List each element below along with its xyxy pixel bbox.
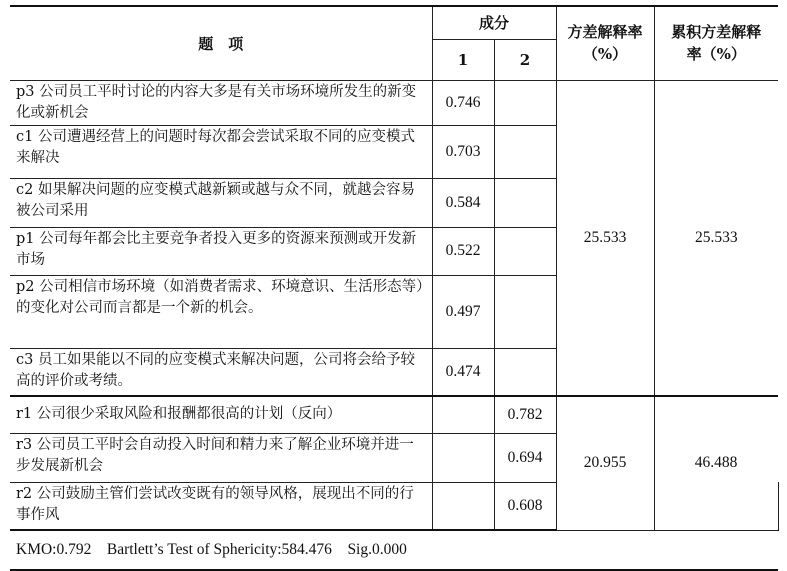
group1-variance: 25.533 bbox=[556, 80, 654, 396]
item-text: c2 如果解决问题的应变模式越新颖或越与众不同，就越会容易被公司采用 bbox=[10, 178, 432, 227]
item-text: p3 公司员工平时讨论的内容大多是有关市场环境所发生的新变化或新机会 bbox=[10, 80, 432, 125]
header-component-1: 1 bbox=[432, 39, 494, 80]
loading-1 bbox=[432, 482, 494, 530]
loading-1: 0.584 bbox=[432, 178, 494, 227]
item-text: r2 公司鼓励主管们尝试改变既有的领导风格，展现出不同的行事作风 bbox=[10, 482, 432, 530]
loading-2 bbox=[494, 275, 556, 348]
header-variance: 方差解释率（%） bbox=[556, 6, 654, 80]
factor-analysis-table-page bbox=[10, 5, 778, 571]
group2-variance: 20.955 bbox=[556, 396, 654, 530]
group1-cumulative: 25.533 bbox=[654, 80, 778, 396]
loading-2 bbox=[494, 125, 556, 178]
sig-value: Sig.0.000 bbox=[347, 541, 407, 558]
header-component-2: 2 bbox=[494, 39, 556, 80]
loading-2: 0.608 bbox=[494, 482, 556, 530]
header-item: 题 项 bbox=[10, 6, 432, 80]
bartlett-value: Bartlett’s Test of Sphericity:584.476 bbox=[106, 541, 332, 558]
loading-1: 0.746 bbox=[432, 80, 494, 125]
loading-1: 0.497 bbox=[432, 275, 494, 348]
loading-1: 0.522 bbox=[432, 227, 494, 275]
table-footer bbox=[10, 530, 778, 570]
group2-cumulative: 46.488 bbox=[654, 396, 778, 530]
item-text: r1 公司很少采取风险和报酬都很高的计划（反向） bbox=[10, 396, 432, 433]
loading-1: 0.703 bbox=[432, 125, 494, 178]
loading-2 bbox=[494, 80, 556, 125]
item-text: c1 公司遭遇经营上的问题时每次都会尝试采取不同的应变模式来解决 bbox=[10, 125, 432, 178]
header-cumulative: 累积方差解释率（%） bbox=[654, 6, 778, 80]
loading-2 bbox=[494, 178, 556, 227]
loading-1 bbox=[432, 433, 494, 482]
header-component: 成分 bbox=[432, 6, 556, 39]
loading-2: 0.782 bbox=[494, 396, 556, 433]
loading-2 bbox=[494, 227, 556, 275]
loading-1 bbox=[432, 396, 494, 433]
item-text: c3 员工如果能以不同的应变模式来解决问题，公司将会给予较高的评价或考绩。 bbox=[10, 348, 432, 396]
loading-1: 0.474 bbox=[432, 348, 494, 396]
item-text: p2 公司相信市场环境（如消费者需求、环境意识、生活形态等）的变化对公司而言都是一个新的机会。 bbox=[10, 275, 432, 348]
item-text: r3 公司员工平时会自动投入时间和精力来了解企业环境并进一步发展新机会 bbox=[10, 433, 432, 482]
kmo-value: KMO:0.792 bbox=[16, 541, 92, 558]
item-text: p1 公司每年都会比主要竞争者投入更多的资源来预测或开发新市场 bbox=[10, 227, 432, 275]
loading-2: 0.694 bbox=[494, 433, 556, 482]
factor-loading-table bbox=[10, 5, 778, 571]
loading-2 bbox=[494, 348, 556, 396]
